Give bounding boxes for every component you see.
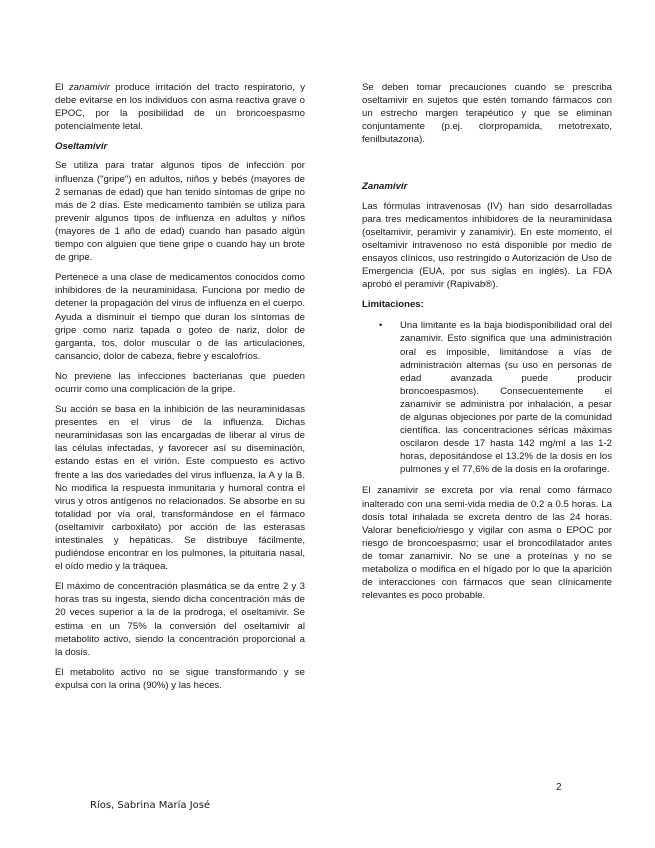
bullet-icon: • — [379, 320, 383, 332]
paragraph-renal-excretion: El zanamivir se excreta por vía renal como fármaco inalterado con una semi-vida media de 0.2 a 0.5 horas. La dosis total inhalada se excreta dentro de las 24 horas. Valorar beneficio/riesgo y vigilar con asma o EPOC por riesgo de broncoespasmo; usar el broncodilatador antes de tomar zanamivir. No se une a proteínas y no se metaboliza o modifica en el hígado por lo que la aparición de interacciones con fármacos que sean clínicamente relevantes es poco probable. — [362, 485, 612, 602]
drug-name-italic: zanamivir — [68, 82, 110, 93]
paragraph-no-bacterial: No previene las infecciones bacterianas que pueden ocurrir como una complicación de la gripe. — [55, 370, 305, 395]
left-column — [55, 81, 305, 699]
page-number: 2 — [556, 782, 562, 793]
heading-limitations: Limitaciones: — [362, 299, 424, 311]
list-item — [362, 319, 612, 476]
paragraph-neuraminidase-class: Pertenece a una clase de medicamentos conocidos como inhibidores de la neuraminidasa. Funciona por medio de detener la propagación del virus de influenza en el cuerpo. Ayuda a disminuir el tiempo que duran los síntomas de gripe como nariz tapada o goteo de nariz, dolor de garganta, tos, dolor muscular o de las articulaciones, cansancio, dolor de cabeza, fiebre y escalofríos. — [55, 272, 305, 362]
heading-oseltamivir: Oseltamivir — [55, 141, 108, 153]
paragraph-mechanism: Su acción se basa en la inhibición de las neuraminidasas presentes en el virus de la influenza. Dichas neuraminidasas son las encargadas de liberar al virus de las células infectadas, y favorecer así su diseminación, estando éstas en el virión. Este compuesto es activo frente a las dos variedades del virus influenza, la A y la B. No modifica la respuesta inmunitaria y humoral contra el virus y otros antígenos no relacionados. Se absorbe en su totalidad por vía oral, transformándose en el fármaco (oseltamivir carboxilato) por acción de las esterasas intestinales y hepáticas. Se distribuye fácilmente, pudiéndose encontrar en los pulmones, la pituitaria nasal, el oído medio y la tráquea. — [55, 404, 305, 573]
spacer — [362, 153, 612, 180]
paragraph-zanamivir-irritation — [55, 81, 305, 133]
right-column — [362, 81, 612, 609]
paragraph-excretion: El metabolito activo no se sigue transformando y se expulsa con la orina (90%) y las heces. — [55, 666, 305, 691]
paragraph-oseltamivir-uses: Se utiliza para tratar algunos tipos de infección por influenza ("gripe") en adultos, niños y bebés (mayores de 2 semanas de edad) que han tenido síntomas de gripe no más de 2 días. Este medicamento también se utiliza para prevenir algunos tipos de influenza en adultos y niños (mayores de 1 año de edad) cuando han pasado algún tiempo con alguien que tiene gripe o cuando hay un brote de gripe. — [55, 160, 305, 264]
heading-zanamivir: Zanamivir — [362, 181, 408, 193]
paragraph-plasma-concentration: El máximo de concentración plasmática se da entre 2 y 3 horas tras su ingesta, siendo dicha concentración más de 20 veces superior a la de la prodroga, el oseltamivir. Se estima en un 75% la conversión del oseltamivir al metabolito activo, siendo la concentración proporcional a la dosis. — [55, 581, 305, 658]
list-item-text: Una limitante es la baja biodisponibilidad oral del zanamivir. Esto significa que una administración oral es imposible, limitándose a vías de administración alternas (su uso en personas de edad avanzada puede producir broncoespasmos). Consecuentemente el zanamivir se administra por inhalación, a pesar de algunas objeciones por parte de la comunidad científica. las concentraciones séricas máximas oscilaron desde 17 hasta 142 mg/ml a las 1-2 horas, depositándose el 13.2% de la dosis en los pulmones y el 77,6% de la dosis en la orofaringe. — [400, 320, 612, 476]
footer-author: Ríos, Sabrina María José — [90, 800, 211, 811]
paragraph-precautions: Se deben tomar precauciones cuando se prescriba oseltamivir en sujetos que estén tomando fármacos con un estrecho margen terapéutico y que se eliminan conjuntamente (p.ej. clorpropamida, metotrexato, fenilbutazona). — [362, 82, 612, 146]
text-run: produce irritación del tracto respiratorio, y debe evitarse en los individuos con asma reactiva grave o EPOC, por la posibilidad de un broncoespasmo potencialmente letal. — [55, 82, 305, 133]
limitations-list — [362, 319, 612, 476]
text-run: El — [55, 82, 69, 93]
paragraph-iv-formulas: Las fórmulas intravenosas (IV) han sido desarrolladas para tres medicamentos inhibidores de la neuraminidasa (oseltamivir, peramivir y zanamivir). En este momento, el oseltamivir intravenoso no está disponible por medio de ensayos clínicos, uso restringido o Autorización de Uso de Emergencia (EUA, por sus siglas en inglés). La FDA aprobó el peramivir (Rapivab®). — [362, 200, 612, 291]
